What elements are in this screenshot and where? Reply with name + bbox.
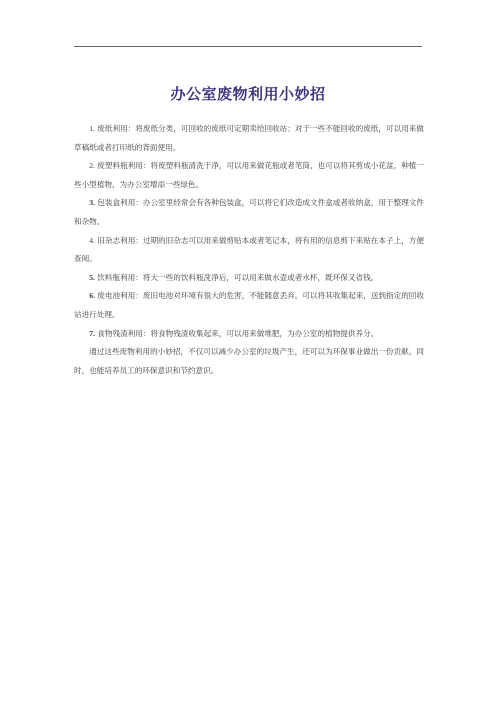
header-rule [74,46,422,47]
item-text: 旧杂志利用：过期的旧杂志可以用来做剪贴本或者笔记本，将有用的信息剪下来贴在本子上，方便查阅。 [74,235,424,264]
item-number: 4. [89,235,95,245]
item-number: 5. [89,272,95,282]
list-item [74,287,424,324]
item-text: 废纸利用：将废纸分类，可回收的废纸可定期卖给回收站；对于一些不能回收的废纸，可以用来做草稿纸或者打印纸的背面使用。 [74,124,424,152]
item-text: 食物残渣利用：将食物残渣收集起来，可以用来做堆肥，为办公室的植物提供养分。 [94,328,379,338]
item-number: 3. [89,198,95,208]
item-text: 废塑料瓶利用：将废塑料瓶清洗干净，可以用来做花瓶或者笔筒，也可以将其剪成小花盆，种植一些小型植物，为办公室增添一些绿色。 [74,161,424,189]
item-text: 饮料瓶利用：将大一些的饮料瓶洗净后，可以用来做水壶或者水杯，既环保又省钱。 [94,272,379,282]
list-item [74,269,424,288]
document-title: 办公室废物利用小妙招 [170,85,326,103]
list-item [74,232,424,269]
item-text: 包装盒利用：办公室里经常会有各种包装盒，可以将它们改造成文件盒或者收纳盒，用于整理文件和杂物。 [74,198,424,226]
closing-paragraph: 通过这些废物利用的小妙招，不仅可以减少办公室的垃圾产生，还可以为环保事业做出一份贡献。同时，也能培养员工的环保意识和节约意识。 [74,347,424,375]
item-number: 7. [89,328,95,338]
item-number: 6. [89,291,95,301]
item-text: 废电池利用：废旧电池对环境有很大的危害，不能随意丢弃。可以将其收集起来，送到指定的回收站进行处理。 [74,291,424,319]
list-item [74,157,424,194]
list-item [74,194,424,231]
list-item [74,120,424,157]
document-body [74,120,424,380]
item-number: 2. [89,161,95,171]
item-number: 1. [89,124,95,133]
list-item [74,325,424,344]
